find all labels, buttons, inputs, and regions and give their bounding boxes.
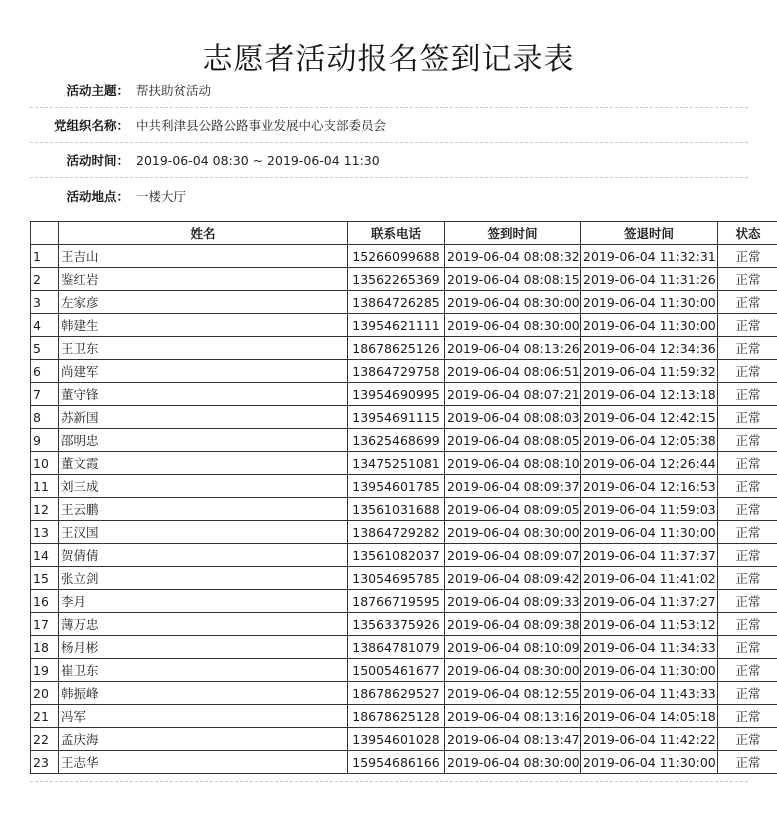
row-index: 2 bbox=[31, 268, 59, 291]
phone-number: 13954691115 bbox=[348, 406, 445, 429]
checkout-time: 2019-06-04 11:30:00 bbox=[581, 659, 718, 682]
checkin-time: 2019-06-04 08:30:00 bbox=[445, 751, 581, 774]
attendee-name: 鉴红岩 bbox=[59, 268, 348, 291]
info-row-time bbox=[30, 143, 748, 178]
attendee-name: 王志华 bbox=[59, 751, 348, 774]
checkout-time: 2019-06-04 11:59:03 bbox=[581, 498, 718, 521]
attendee-name: 董文霞 bbox=[59, 452, 348, 475]
phone-number: 13561082037 bbox=[348, 544, 445, 567]
table-row bbox=[31, 245, 777, 268]
table-row bbox=[31, 498, 777, 521]
phone-number: 13864729282 bbox=[348, 521, 445, 544]
status: 正常 bbox=[718, 521, 777, 544]
checkout-time: 2019-06-04 11:30:00 bbox=[581, 291, 718, 314]
attendee-name: 苏新国 bbox=[59, 406, 348, 429]
attendee-name: 贺倩倩 bbox=[59, 544, 348, 567]
checkin-time: 2019-06-04 08:13:47 bbox=[445, 728, 581, 751]
row-index: 23 bbox=[31, 751, 59, 774]
row-index: 5 bbox=[31, 337, 59, 360]
table-row bbox=[31, 590, 777, 613]
checkout-time: 2019-06-04 11:53:12 bbox=[581, 613, 718, 636]
checkout-time: 2019-06-04 11:43:33 bbox=[581, 682, 718, 705]
checkin-time: 2019-06-04 08:30:00 bbox=[445, 314, 581, 337]
info-value: 2019-06-04 08:30 ~ 2019-06-04 11:30 bbox=[136, 152, 380, 168]
info-row-theme bbox=[30, 73, 748, 108]
checkout-time: 2019-06-04 12:16:53 bbox=[581, 475, 718, 498]
attendee-name: 杨月彬 bbox=[59, 636, 348, 659]
checkout-time: 2019-06-04 12:05:38 bbox=[581, 429, 718, 452]
phone-number: 18678625128 bbox=[348, 705, 445, 728]
table-row bbox=[31, 705, 777, 728]
attendee-name: 王云鹏 bbox=[59, 498, 348, 521]
status: 正常 bbox=[718, 337, 777, 360]
info-row-organization bbox=[30, 108, 748, 143]
table-row bbox=[31, 268, 777, 291]
row-index: 4 bbox=[31, 314, 59, 337]
row-index: 20 bbox=[31, 682, 59, 705]
attendee-name: 孟庆海 bbox=[59, 728, 348, 751]
row-index: 14 bbox=[31, 544, 59, 567]
status: 正常 bbox=[718, 728, 777, 751]
checkin-time: 2019-06-04 08:30:00 bbox=[445, 659, 581, 682]
info-value: 帮扶助贫活动 bbox=[136, 83, 212, 98]
phone-number: 13625468699 bbox=[348, 429, 445, 452]
row-index: 10 bbox=[31, 452, 59, 475]
table-row bbox=[31, 429, 777, 452]
header-checkout: 签退时间 bbox=[581, 222, 718, 245]
checkin-time: 2019-06-04 08:06:51 bbox=[445, 360, 581, 383]
attendee-name: 邵明忠 bbox=[59, 429, 348, 452]
row-index: 9 bbox=[31, 429, 59, 452]
attendee-name: 董守锋 bbox=[59, 383, 348, 406]
row-index: 18 bbox=[31, 636, 59, 659]
status: 正常 bbox=[718, 751, 777, 774]
header-index bbox=[31, 222, 59, 245]
attendee-name: 左家彦 bbox=[59, 291, 348, 314]
checkin-time: 2019-06-04 08:09:37 bbox=[445, 475, 581, 498]
phone-number: 13864729758 bbox=[348, 360, 445, 383]
checkout-time: 2019-06-04 11:34:33 bbox=[581, 636, 718, 659]
row-index: 19 bbox=[31, 659, 59, 682]
status: 正常 bbox=[718, 360, 777, 383]
header-status: 状态 bbox=[718, 222, 777, 245]
checkout-time: 2019-06-04 11:31:26 bbox=[581, 268, 718, 291]
phone-number: 15005461677 bbox=[348, 659, 445, 682]
checkin-time: 2019-06-04 08:10:09 bbox=[445, 636, 581, 659]
info-label: 活动时间： bbox=[66, 153, 129, 168]
row-index: 13 bbox=[31, 521, 59, 544]
status: 正常 bbox=[718, 406, 777, 429]
phone-number: 13954601028 bbox=[348, 728, 445, 751]
status: 正常 bbox=[718, 245, 777, 268]
attendee-name: 李月 bbox=[59, 590, 348, 613]
table-row bbox=[31, 544, 777, 567]
checkin-time: 2019-06-04 08:09:05 bbox=[445, 498, 581, 521]
table-row bbox=[31, 567, 777, 590]
table-header-row bbox=[31, 222, 777, 245]
table-row bbox=[31, 521, 777, 544]
row-index: 1 bbox=[31, 245, 59, 268]
phone-number: 13864781079 bbox=[348, 636, 445, 659]
status: 正常 bbox=[718, 590, 777, 613]
attendee-name: 王卫东 bbox=[59, 337, 348, 360]
phone-number: 13954601785 bbox=[348, 475, 445, 498]
checkout-time: 2019-06-04 11:41:02 bbox=[581, 567, 718, 590]
checkout-time: 2019-06-04 14:05:18 bbox=[581, 705, 718, 728]
table-row bbox=[31, 406, 777, 429]
status: 正常 bbox=[718, 452, 777, 475]
attendee-name: 冯军 bbox=[59, 705, 348, 728]
table-row bbox=[31, 314, 777, 337]
checkin-time: 2019-06-04 08:08:03 bbox=[445, 406, 581, 429]
row-index: 3 bbox=[31, 291, 59, 314]
checkin-time: 2019-06-04 08:08:15 bbox=[445, 268, 581, 291]
checkout-time: 2019-06-04 12:26:44 bbox=[581, 452, 718, 475]
info-label: 活动地点： bbox=[66, 188, 129, 204]
checkout-time: 2019-06-04 11:30:00 bbox=[581, 314, 718, 337]
checkout-time: 2019-06-04 11:37:37 bbox=[581, 544, 718, 567]
phone-number: 15266099688 bbox=[348, 245, 445, 268]
checkout-time: 2019-06-04 12:13:18 bbox=[581, 383, 718, 406]
phone-number: 18678629527 bbox=[348, 682, 445, 705]
row-index: 22 bbox=[31, 728, 59, 751]
status: 正常 bbox=[718, 705, 777, 728]
table-row bbox=[31, 682, 777, 705]
phone-number: 15954686166 bbox=[348, 751, 445, 774]
phone-number: 13954621111 bbox=[348, 314, 445, 337]
checkout-time: 2019-06-04 12:42:15 bbox=[581, 406, 718, 429]
checkin-time: 2019-06-04 08:08:32 bbox=[445, 245, 581, 268]
phone-number: 13563375926 bbox=[348, 613, 445, 636]
status: 正常 bbox=[718, 383, 777, 406]
status: 正常 bbox=[718, 636, 777, 659]
table-row bbox=[31, 613, 777, 636]
checkin-time: 2019-06-04 08:09:38 bbox=[445, 613, 581, 636]
row-index: 21 bbox=[31, 705, 59, 728]
phone-number: 13562265369 bbox=[348, 268, 445, 291]
checkout-time: 2019-06-04 11:32:31 bbox=[581, 245, 718, 268]
info-label: 活动主题： bbox=[66, 83, 129, 98]
status: 正常 bbox=[718, 682, 777, 705]
info-value: 中共利津县公路公路事业发展中心支部委员会 bbox=[136, 118, 387, 133]
checkout-time: 2019-06-04 11:30:00 bbox=[581, 751, 718, 774]
status: 正常 bbox=[718, 475, 777, 498]
table-row bbox=[31, 659, 777, 682]
row-index: 12 bbox=[31, 498, 59, 521]
phone-number: 18766719595 bbox=[348, 590, 445, 613]
divider bbox=[30, 781, 748, 782]
checkout-time: 2019-06-04 12:34:36 bbox=[581, 337, 718, 360]
table-row bbox=[31, 728, 777, 751]
row-index: 11 bbox=[31, 475, 59, 498]
phone-number: 13475251081 bbox=[348, 452, 445, 475]
attendee-name: 韩振峰 bbox=[59, 682, 348, 705]
attendee-name: 韩建生 bbox=[59, 314, 348, 337]
checkout-time: 2019-06-04 11:30:00 bbox=[581, 521, 718, 544]
checkin-time: 2019-06-04 08:12:55 bbox=[445, 682, 581, 705]
row-index: 17 bbox=[31, 613, 59, 636]
phone-number: 13561031688 bbox=[348, 498, 445, 521]
status: 正常 bbox=[718, 544, 777, 567]
phone-number: 13054695785 bbox=[348, 567, 445, 590]
attendee-name: 张立剑 bbox=[59, 567, 348, 590]
header-phone: 联系电话 bbox=[348, 222, 445, 245]
row-index: 6 bbox=[31, 360, 59, 383]
attendee-name: 薄万忠 bbox=[59, 613, 348, 636]
checkin-time: 2019-06-04 08:07:21 bbox=[445, 383, 581, 406]
attendee-name: 王吉山 bbox=[59, 245, 348, 268]
phone-number: 13954690995 bbox=[348, 383, 445, 406]
status: 正常 bbox=[718, 268, 777, 291]
checkin-time: 2019-06-04 08:30:00 bbox=[445, 521, 581, 544]
header-name: 姓名 bbox=[59, 222, 348, 245]
table-row bbox=[31, 383, 777, 406]
status: 正常 bbox=[718, 613, 777, 636]
header-checkin: 签到时间 bbox=[445, 222, 581, 245]
checkin-time: 2019-06-04 08:30:00 bbox=[445, 291, 581, 314]
row-index: 7 bbox=[31, 383, 59, 406]
checkin-time: 2019-06-04 08:08:05 bbox=[445, 429, 581, 452]
checkin-time: 2019-06-04 08:09:07 bbox=[445, 544, 581, 567]
table-row bbox=[31, 751, 777, 774]
status: 正常 bbox=[718, 291, 777, 314]
checkin-time: 2019-06-04 08:09:33 bbox=[445, 590, 581, 613]
info-label: 党组织名称： bbox=[53, 118, 129, 133]
status: 正常 bbox=[718, 429, 777, 452]
table-row bbox=[31, 475, 777, 498]
table-row bbox=[31, 360, 777, 383]
table-row bbox=[31, 291, 777, 314]
phone-number: 18678625126 bbox=[348, 337, 445, 360]
checkin-time: 2019-06-04 08:09:42 bbox=[445, 567, 581, 590]
phone-number: 13864726285 bbox=[348, 291, 445, 314]
checkin-time: 2019-06-04 08:13:26 bbox=[445, 337, 581, 360]
attendee-name: 尚建军 bbox=[59, 360, 348, 383]
checkin-time: 2019-06-04 08:13:16 bbox=[445, 705, 581, 728]
row-index: 16 bbox=[31, 590, 59, 613]
attendee-name: 崔卫东 bbox=[59, 659, 348, 682]
info-row-location bbox=[30, 178, 748, 213]
status: 正常 bbox=[718, 659, 777, 682]
records-body bbox=[31, 245, 777, 774]
records-table bbox=[30, 221, 777, 774]
attendee-name: 王汉国 bbox=[59, 521, 348, 544]
table-row bbox=[31, 337, 777, 360]
info-value: 一楼大厅 bbox=[136, 188, 187, 204]
attendee-name: 刘三成 bbox=[59, 475, 348, 498]
table-row bbox=[31, 636, 777, 659]
page-title: 志愿者活动报名签到记录表 bbox=[202, 42, 575, 77]
row-index: 15 bbox=[31, 567, 59, 590]
checkout-time: 2019-06-04 11:37:27 bbox=[581, 590, 718, 613]
status: 正常 bbox=[718, 498, 777, 521]
status: 正常 bbox=[718, 314, 777, 337]
checkin-time: 2019-06-04 08:08:10 bbox=[445, 452, 581, 475]
checkout-time: 2019-06-04 11:59:32 bbox=[581, 360, 718, 383]
status: 正常 bbox=[718, 567, 777, 590]
checkout-time: 2019-06-04 11:42:22 bbox=[581, 728, 718, 751]
row-index: 8 bbox=[31, 406, 59, 429]
table-row bbox=[31, 452, 777, 475]
